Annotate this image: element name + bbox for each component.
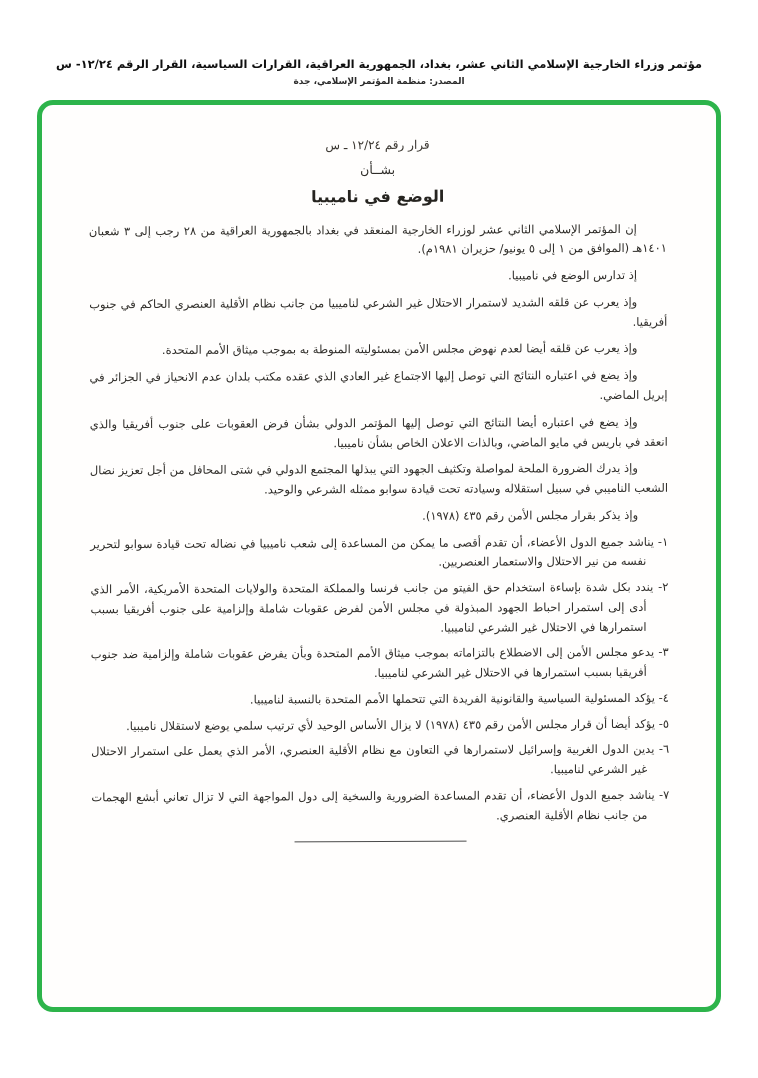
- page-header: [0, 0, 758, 87]
- clause-number: ١-: [657, 534, 669, 549]
- clause-text: يدين الدول الغربية وإسرائيل لاستمرارها في التعاون مع نظام الأقلية العنصري، الأمر الذي يعمل على استمرار الاحتلال غير الشرعي لناميبيا.: [91, 742, 655, 777]
- preamble-paragraph: وإذ يعرب عن قلقه أيضا لعدم نهوض مجلس الأمن بمسئوليته المنوطة به بموجب ميثاق الأمم المتحدة.: [161, 341, 638, 358]
- preamble-paragraph: إن المؤتمر الإسلامي الثاني عشر لوزراء الخارجية المنعقد في بغداد بالجمهورية العراقية من ٢٨ رجب إلى ٣ شعبان ١٤٠١هـ (الموافق من ١ إلى ٥ يونيو/ حزيران ١٩٨١م).: [88, 221, 667, 257]
- resolution-number: قرار رقم ١٢/٢٤ ـ س: [325, 137, 430, 153]
- clause-item: [91, 740, 669, 782]
- clause-item: [91, 643, 669, 685]
- preamble-paragraph: وإذ يذكر بقرار مجلس الأمن رقم ٤٣٥ (١٩٧٨).: [422, 507, 639, 523]
- end-divider: [295, 840, 467, 842]
- clause-text: يناشد جميع الدول الأعضاء، أن تقدم المساعدة الضرورية والسخية إلى دول المواجهة التي لا تزال تعاني أبشع الهجمات من جانب نظام الأقلية العنصري.: [91, 787, 655, 823]
- clause-number: ٧-: [658, 787, 670, 802]
- page-header-source: المصدر: منظمة المؤتمر الإسلامي، جدة: [293, 77, 465, 87]
- scanned-document: [88, 134, 669, 843]
- regarding-label: بشــأن: [360, 161, 396, 177]
- clause-number: ٦-: [658, 742, 670, 757]
- document-title: الوضع في ناميبيا: [311, 186, 445, 207]
- clause-item: [91, 786, 669, 828]
- preamble-paragraph: إذ تدارس الوضع في ناميبيا.: [508, 268, 638, 283]
- page-header-title: مؤتمر وزراء الخارجية الإسلامي الثاني عشر، بغداد، الجمهورية العراقية، القرارات السياسية، القرار الرقم ١٢/٢٤- س: [55, 57, 703, 71]
- clause-item: [91, 714, 669, 736]
- clause-text: يدعو مجلس الأمن إلى الاضطلاع بالتزاماته بموجب ميثاق الأمم المتحدة وبأن يفرض عقوبات شاملة وإلزامية ضد جنوب أفريقيا بسبب استمرارها في الاحتلال غير الشرعي لناميبيا.: [90, 645, 655, 681]
- clause-item: [90, 578, 668, 640]
- clause-text: يناشد جميع الدول الأعضاء، أن تقدم أقصى ما يمكن من المساعدة إلى شعب ناميبيا في نضاله تحت قيادة سوابو لتحرير نفسه من نير الاحتلال والاستعمار العنصريين.: [90, 534, 654, 570]
- document-frame: [37, 100, 721, 1012]
- clause-text: يندد بكل شدة بإساءة استخدام حق الفيتو من جانب فرنسا والمملكة المتحدة والولايات المتحدة الأمريكية، الأمر الذي أدى إلى استمرار احباط الجهود المبذولة في مجلس الأمن لفرض عقوبات شاملة وإلزامية على جنوب أفريقيا بسبب استمرارها في الاحتلال غير الشرعي لناميبيا.: [90, 579, 654, 635]
- preamble-paragraph: وإذ يعرب عن قلقه الشديد لاستمرار الاحتلال غير الشرعي لناميبيا من جانب نظام الأقلية العنصري الحاكم في جنوب أفريقيا.: [89, 294, 668, 329]
- preamble-paragraph: وإذ يدرك الضرورة الملحة لمواصلة وتكثيف الجهود التي يبذلها المجتمع الدولي في شتى المحافل من أجل تعزيز نضال الشعب الناميبي في سبيل استقلاله وسيادته تحت قيادة سوابو ممثله الشرعي والوحيد.: [89, 461, 669, 497]
- clause-number: ٤-: [658, 690, 669, 705]
- clause-number: ٥-: [658, 716, 670, 731]
- clause-item: [91, 689, 669, 711]
- preamble-paragraph: وإذ يضع في اعتباره النتائج التي توصل إليها الاجتماع غير العادي الذي عقده مكتب بلدان عدم الانحياز في الجزائر في إبريل الماضي.: [89, 368, 668, 403]
- clause-text: يؤكد أيضا أن قرار مجلس الأمن رقم ٤٣٥ (١٩٧٨) لا يزال الأساس الوحيد لأي ترتيب سلمي يوضع لاستقلال ناميبيا.: [126, 716, 656, 733]
- clause-item: [90, 532, 668, 574]
- clause-number: ٣-: [658, 645, 669, 660]
- preamble-paragraph: وإذ يضع في اعتباره أيضا النتائج التي توصل إليها المؤتمر الدولي بشأن فرض العقوبات على جنوب أفريقيا والذي انعقد في باريس في مايو الماضي، وبالذات الاعلان الخاص بشأن ناميبيا.: [89, 414, 668, 450]
- clause-text: يؤكد المسئولية السياسية والقانونية الفريدة التي تتحملها الأمم المتحدة بالنسبة لناميبيا.: [249, 690, 655, 707]
- clause-number: ٢-: [658, 579, 669, 594]
